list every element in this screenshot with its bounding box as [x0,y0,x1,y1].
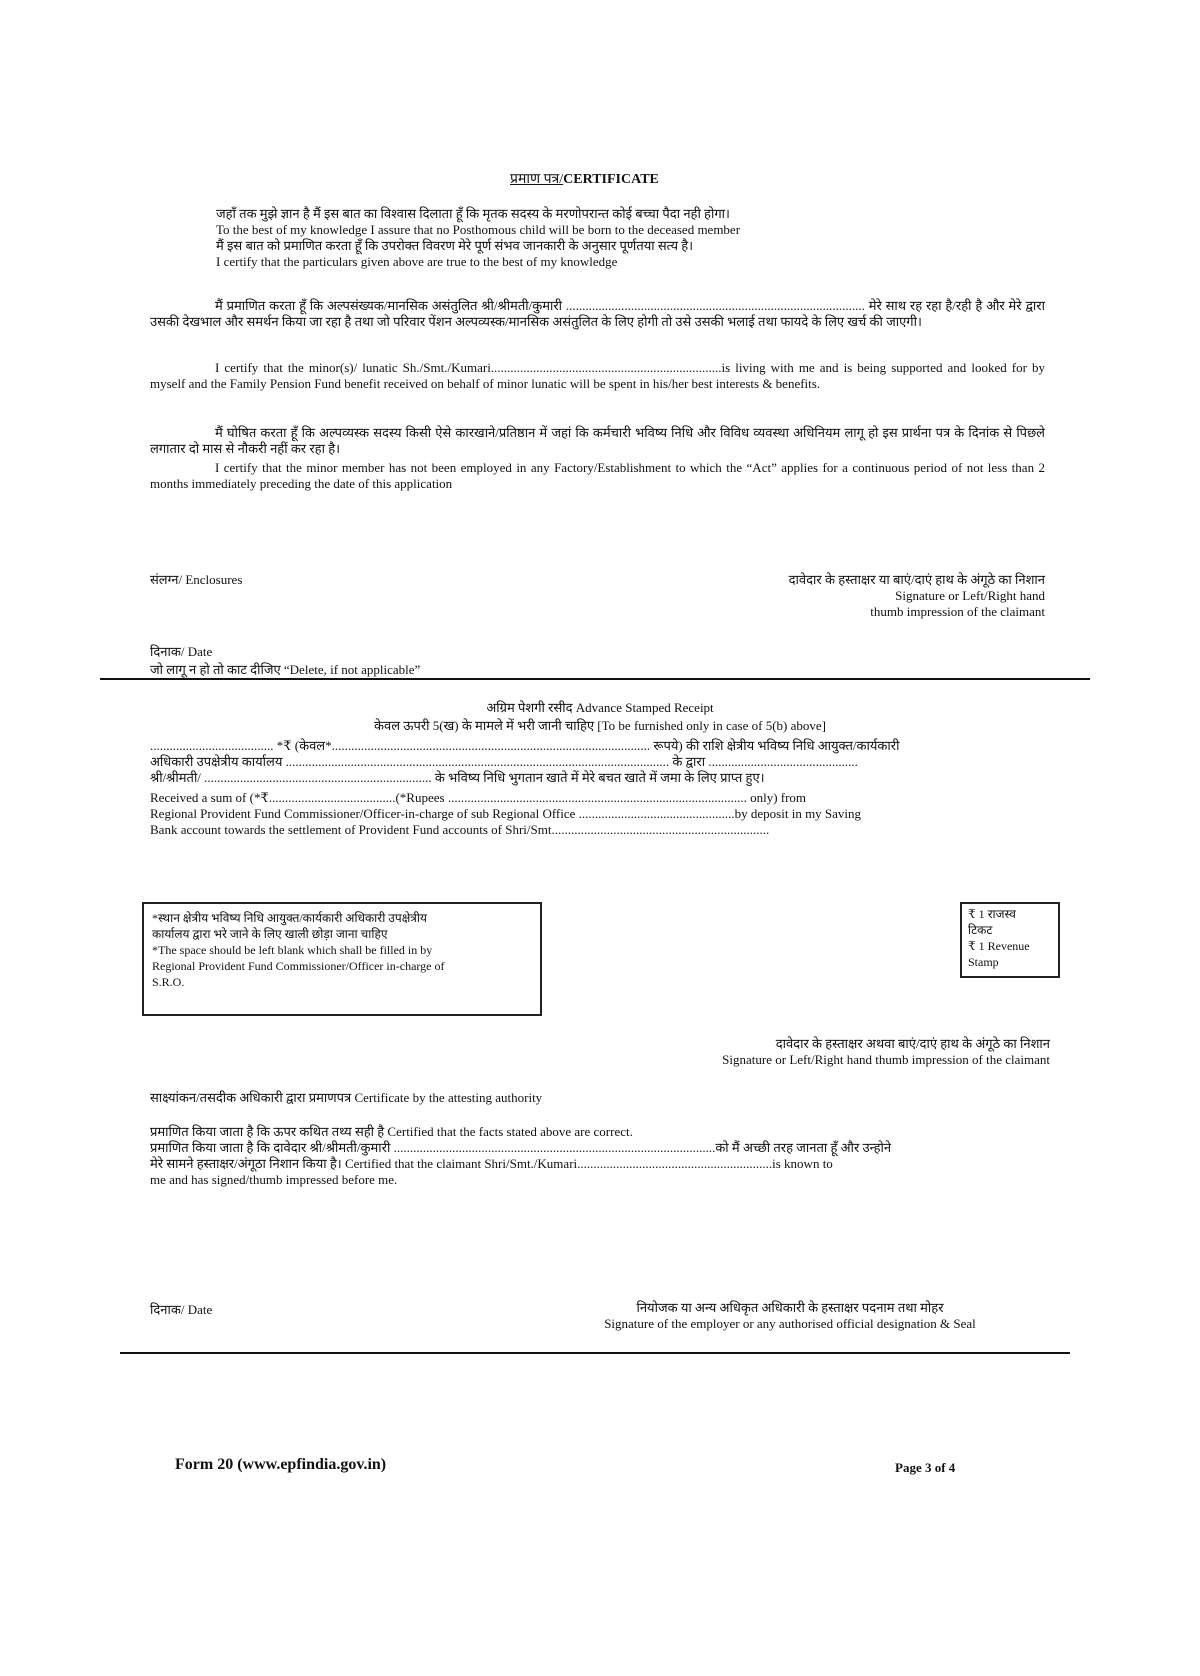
employer-sig-line: नियोजक या अन्य अधिकृत अधिकारी के हस्ताक्षर पदनाम तथा मोहर [636,1300,944,1315]
employ-english-para: I certify that the minor member has not been employed in any Factory/Establishment to which the “Act” applies for a continuous period of not less than 2 months immediately preceding the date of this application [150,460,1045,491]
section-divider [100,678,1090,680]
employer-sig-line: Signature of the employer or any authorised official designation & Seal [604,1316,976,1331]
note-line: S.R.O. [152,975,185,989]
receipt-line: Received a sum of (*₹.......................................(*Rupees ............................................................................................ only) from [150,790,807,805]
attest-heading: साक्ष्यांकन/तसदीक अधिकारी द्वारा प्रमाणपत्र Certificate by the attesting authority [150,1090,543,1105]
claimant-sig-line: Signature or Left/Right hand [895,588,1045,603]
attest-line: प्रमाणित किया जाता है कि ऊपर कथित तथ्य सही है Certified that the facts stated above are correct. [150,1124,633,1139]
rpfc-note-box [142,902,542,1016]
intro-line: मैं इस बात को प्रमाणित करता हूँ कि उपरोक्त विवरण मेरे पूर्ण संभव जानकारी के अनुसार पूर्णतया सत्य है। [216,238,694,253]
form-footer: Form 20 (www.epfindia.gov.in) [175,1456,387,1473]
delete-note: जो लागू न हो तो काट दीजिए “Delete, if not applicable” [150,662,421,677]
receipt-block [150,738,1050,838]
date-label-2: दिनाक/ Date [150,1302,213,1317]
date-label-1: दिनाक/ Date [150,644,213,659]
stamp-line: टिकट [968,923,993,937]
note-line: *स्थान क्षेत्रीय भविष्य निधि आयुक्त/कार्यकारी अधिकारी उपक्षेत्रीय [152,911,427,925]
receipt-line: Regional Provident Fund Commissioner/Officer-in-charge of sub Regional Office ................................................by deposit in my Saving [150,806,862,821]
intro-block [216,206,1046,270]
note-line: Regional Provident Fund Commissioner/Officer in-charge of [152,959,445,973]
minor-english-para: I certify that the minor(s)/ lunatic Sh./Smt./Kumari.......................................................................is living with me and is being supported and looked for by myself and the Family Pension Fund benefit received on behalf of minor lunatic will be spent in his/her best interests & benefits. [150,360,1045,391]
receipt-line: ...................................... *₹ (केवल*.................................................................................................. रूपये) की राशि क्षेत्रीय भविष्य निधि आयुक्त/कार्यकारी [150,738,900,753]
claimant-sig-line: दावेदार के हस्ताक्षर या बाएं/दाएं हाथ के अंगूठे का निशान [788,572,1045,587]
stamp-line: ₹ 1 राजस्व [968,907,1016,921]
stamp-line: Stamp [968,955,999,969]
claimant-sig-line: Signature or Left/Right hand thumb impression of the claimant [722,1052,1050,1067]
enclosures-label: संलग्न/ Enclosures [150,572,243,587]
revenue-stamp-box [960,902,1060,978]
intro-line: जहाँ तक मुझे ज्ञान है मैं इस बात का विश्वास दिलाता हूँ कि मृतक सदस्य के मरणोपरान्त कोई बच्चा पैदा नही होगा। [216,206,730,221]
note-line: *The space should be left blank which shall be filled in by [152,943,433,957]
receipt-line: Bank account towards the settlement of Provident Fund accounts of Shri/Smt................................................................... [150,822,770,837]
attest-line: मेरे सामने हस्ताक्षर/अंगूठा निशान किया है। Certified that the claimant Shri/Smt./Kumari............................................................is known to [150,1156,833,1171]
employ-hindi-para: मैं घोषित करता हूँ कि अल्पव्यस्क सदस्य किसी ऐसे कारखाने/प्रतिष्ठान में जहां कि कर्मचारी भविष्य निधि और विविध व्यवस्था अधिनियम लागू हो इस प्रार्थना पत्र के दिनांक से पिछले लगातार दो मास से नौकरी नहीं कर रहा है। [150,425,1045,456]
title-hindi: प्रमाण पत्र/ [510,172,564,187]
claimant-sig-line: दावेदार के हस्ताक्षर अथवा बाएं/दाएं हाथ के अंगूठे का निशान [775,1036,1050,1051]
employer-signature-block [560,1300,1020,1332]
minor-hindi-para: मैं प्रमाणित करता हूँ कि अल्पसंख्यक/मानसिक असंतुलित श्री/श्रीमती/कुमारी ............................................................................................ मेरे साथ रह रहा है/रही है और मेरे द्वारा उसकी देखभाल और समर्थन किया जा रहा है तथा जो परिवार पेंशन अल्पव्यस्क/मानसिक असंतुलित के लिए होगी तो उसे उसकी भलाई तथा फायदे के लिए खर्च की जाएगी। [150,298,1045,329]
claimant-sig-line: thumb impression of the claimant [870,604,1045,619]
note-line: कार्यालय द्वारा भरे जाने के लिए खाली छोड़ा जाना चाहिए [152,927,388,941]
intro-line: To the best of my knowledge I assure that no Posthomous child will be born to the deceased member [216,222,741,237]
receipt-line: श्री/श्रीमती/ ...................................................................... के भविष्य निधि भुगतान खाते में मेरे बचत खाते में जमा के लिए प्राप्त हुए। [150,770,765,785]
receipt-subheading: केवल ऊपरी 5(ख) के मामले में भरी जानी चाहिए [To be furnished only in case of 5(b) above] [373,718,826,733]
attest-line: प्रमाणित किया जाता है कि दावेदार श्री/श्रीमती/कुमारी ...................................................................................................को मैं अच्छी तरह जानता हूँ और उन्होने [150,1140,892,1155]
stamp-line: ₹ 1 Revenue [968,939,1030,953]
page-title [510,172,659,188]
bottom-divider [120,1352,1070,1354]
receipt-line: अधिकारी उपक्षेत्रीय कार्यालय ...................................................................................................................... के द्वारा .............................................. [150,754,858,769]
attest-line: me and has signed/thumb impressed before me. [150,1172,398,1187]
claimant-signature-block [620,572,1045,620]
attest-block [150,1124,1050,1188]
title-english: CERTIFICATE [563,172,659,187]
claimant-signature-block-2 [520,1036,1050,1068]
receipt-heading: अग्रिम पेशगी रसीद Advance Stamped Receipt [486,700,714,715]
page-number: Page 3 of 4 [895,1460,956,1475]
intro-line: I certify that the particulars given above are true to the best of my knowledge [216,254,618,269]
